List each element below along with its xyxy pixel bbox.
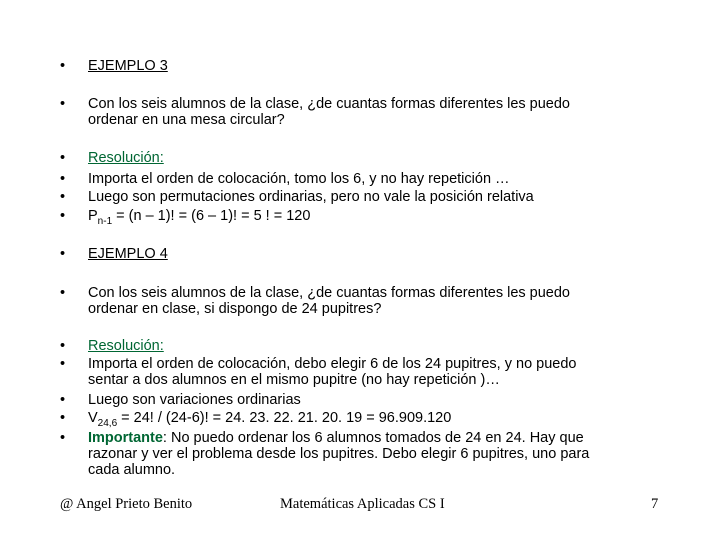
ex4-question: Con los seis alumnos de la clase, ¿de cuantas formas diferentes les puedo ordenar en clase, si dispongo de 24 pupitres? [88, 285, 570, 317]
bullet: • [60, 392, 66, 408]
bullet: • [60, 285, 66, 301]
bullet: • [60, 208, 66, 224]
ex4-formula: $V_{24,6} = 24$! / (24-6)! = 24. 23. 22. 21. 20. 19 = 96.909.120 [88, 410, 452, 429]
bullet: • [60, 150, 66, 166]
bullet: • [60, 356, 66, 372]
ex4-resolution-label: Resolución: [88, 338, 164, 354]
footer-page-number: 7 [651, 496, 659, 512]
important-label: Importante [88, 430, 163, 446]
ex3-resolution-label: Resolución: [88, 150, 164, 166]
ex4-line1: Importa el orden de colocación, debo elegir 6 de los 24 pupitres, y no puedo sentar a dos alumnos en el mismo pupitre (no hay repetición )… [88, 356, 577, 388]
bullet: • [60, 96, 66, 112]
bullet: • [60, 410, 66, 426]
ex3-title: EJEMPLO 3 [88, 58, 168, 74]
ex3-line2: Luego son permutaciones ordinarias, pero no vale la posición relativa [88, 189, 534, 205]
footer-subject: Matemáticas Aplicadas CS I [280, 496, 445, 512]
footer-author: @ Angel Prieto Benito [60, 496, 193, 512]
bullet: • [60, 189, 66, 205]
bullet: • [60, 246, 66, 262]
ex3-line1: Importa el orden de colocación, tomo los 6, y no hay repetición … [88, 171, 510, 187]
ex4-important: Importante: No puedo ordenar los 6 alumnos tomados de 24 en 24. Hay que razonar y ver el problema desde los pupitres. Debo elegir 6 pupitres, uno para cada alumno. [88, 430, 590, 478]
bullet: • [60, 430, 66, 446]
ex3-question: Con los seis alumnos de la clase, ¿de cuantas formas diferentes les puedo ordenar en una mesa circular? [88, 96, 570, 128]
bullet: • [60, 171, 66, 187]
bullet: • [60, 338, 66, 354]
ex4-title: EJEMPLO 4 [88, 246, 168, 262]
ex3-formula: $P_{n-1} = (n - 1)$! = (6 – 1)! = 5 ! = 120 [88, 208, 311, 227]
ex4-line2: Luego son variaciones ordinarias [88, 392, 301, 408]
bullet: • [60, 58, 66, 74]
